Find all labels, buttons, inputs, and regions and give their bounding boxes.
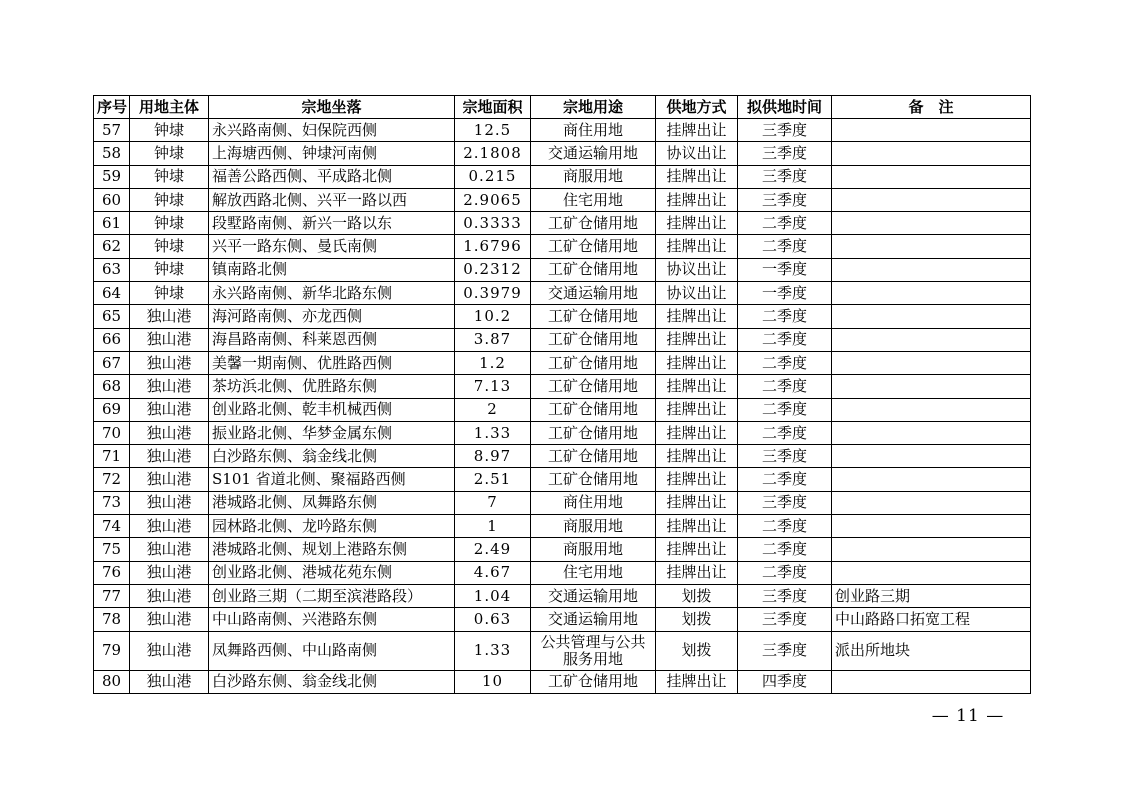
- cell-supply-time: 二季度: [738, 375, 832, 398]
- cell-remarks: 中山路路口拓宽工程: [832, 608, 1031, 631]
- cell-parcel-location: 创业路三期（二期至滨港路段）: [209, 584, 455, 607]
- cell-parcel-location: 创业路北侧、乾丰机械西侧: [209, 398, 455, 421]
- cell-remarks: [832, 398, 1031, 421]
- table-row: [94, 235, 1031, 258]
- cell-supply-method: 协议出让: [656, 258, 738, 281]
- cell-parcel-location: 白沙路东侧、翁金线北侧: [209, 670, 455, 693]
- cell-supply-method: 划拨: [656, 584, 738, 607]
- cell-land-use: 工矿仓储用地: [531, 235, 656, 258]
- table-row: [94, 165, 1031, 188]
- cell-parcel-area: 2: [455, 398, 531, 421]
- cell-supply-time: 二季度: [738, 351, 832, 374]
- cell-supply-method: 挂牌出让: [656, 235, 738, 258]
- cell-land-user: 钟埭: [130, 235, 209, 258]
- cell-supply-method: 挂牌出让: [656, 328, 738, 351]
- cell-supply-method: 挂牌出让: [656, 421, 738, 444]
- table-row: [94, 142, 1031, 165]
- cell-land-user: 独山港: [130, 608, 209, 631]
- cell-parcel-area: 1.33: [455, 421, 531, 444]
- cell-land-use: 工矿仓储用地: [531, 328, 656, 351]
- cell-supply-time: 一季度: [738, 282, 832, 305]
- cell-parcel-area: 12.5: [455, 119, 531, 142]
- cell-land-user: 独山港: [130, 375, 209, 398]
- table-row: [94, 445, 1031, 468]
- cell-parcel-location: 海昌路南侧、科莱恩西侧: [209, 328, 455, 351]
- cell-supply-method: 挂牌出让: [656, 165, 738, 188]
- table-row: [94, 561, 1031, 584]
- cell-parcel-location: 段墅路南侧、新兴一路以东: [209, 212, 455, 235]
- cell-supply-time: 四季度: [738, 670, 832, 693]
- header-parcel-location: 宗地坐落: [209, 96, 455, 119]
- cell-parcel-area: 0.3979: [455, 282, 531, 305]
- cell-supply-method: 挂牌出让: [656, 305, 738, 328]
- cell-serial-number: 78: [94, 608, 130, 631]
- cell-remarks: [832, 328, 1031, 351]
- cell-supply-method: 挂牌出让: [656, 561, 738, 584]
- cell-remarks: [832, 421, 1031, 444]
- table-row: [94, 282, 1031, 305]
- table-row: [94, 119, 1031, 142]
- cell-land-use: 工矿仓储用地: [531, 258, 656, 281]
- table-row: [94, 351, 1031, 374]
- cell-parcel-location: 白沙路东侧、翁金线北侧: [209, 445, 455, 468]
- table-row: [94, 631, 1031, 670]
- cell-supply-time: 二季度: [738, 398, 832, 421]
- header-supply-time: 拟供地时间: [738, 96, 832, 119]
- cell-supply-time: 二季度: [738, 421, 832, 444]
- cell-supply-time: 三季度: [738, 608, 832, 631]
- cell-land-use: 交通运输用地: [531, 142, 656, 165]
- cell-supply-method: 挂牌出让: [656, 212, 738, 235]
- cell-parcel-area: 2.9065: [455, 188, 531, 211]
- cell-land-user: 钟埭: [130, 282, 209, 305]
- cell-remarks: [832, 351, 1031, 374]
- cell-remarks: [832, 119, 1031, 142]
- table-row: [94, 584, 1031, 607]
- cell-land-use: 住宅用地: [531, 188, 656, 211]
- cell-remarks: [832, 445, 1031, 468]
- cell-supply-time: 二季度: [738, 212, 832, 235]
- cell-supply-time: 三季度: [738, 188, 832, 211]
- table-row: [94, 305, 1031, 328]
- cell-serial-number: 76: [94, 561, 130, 584]
- cell-supply-time: 二季度: [738, 235, 832, 258]
- cell-serial-number: 71: [94, 445, 130, 468]
- cell-remarks: [832, 491, 1031, 514]
- cell-parcel-area: 0.3333: [455, 212, 531, 235]
- cell-land-use: 商服用地: [531, 538, 656, 561]
- cell-remarks: [832, 305, 1031, 328]
- cell-remarks: [832, 258, 1031, 281]
- table-row: [94, 670, 1031, 693]
- table-row: [94, 421, 1031, 444]
- cell-land-use: 工矿仓储用地: [531, 305, 656, 328]
- cell-supply-method: 挂牌出让: [656, 468, 738, 491]
- cell-serial-number: 59: [94, 165, 130, 188]
- cell-remarks: [832, 142, 1031, 165]
- cell-remarks: [832, 538, 1031, 561]
- cell-parcel-area: 1.04: [455, 584, 531, 607]
- cell-land-user: 独山港: [130, 468, 209, 491]
- cell-supply-time: 二季度: [738, 305, 832, 328]
- cell-serial-number: 69: [94, 398, 130, 421]
- cell-serial-number: 60: [94, 188, 130, 211]
- cell-serial-number: 64: [94, 282, 130, 305]
- cell-parcel-area: 7.13: [455, 375, 531, 398]
- cell-land-user: 独山港: [130, 445, 209, 468]
- cell-parcel-area: 8.97: [455, 445, 531, 468]
- cell-remarks: [832, 515, 1031, 538]
- cell-land-use: 商住用地: [531, 119, 656, 142]
- cell-parcel-location: 兴平一路东侧、曼氏南侧: [209, 235, 455, 258]
- cell-parcel-area: 3.87: [455, 328, 531, 351]
- cell-supply-method: 协议出让: [656, 282, 738, 305]
- cell-remarks: [832, 375, 1031, 398]
- cell-parcel-area: 0.2312: [455, 258, 531, 281]
- cell-parcel-location: 港城路北侧、规划上港路东侧: [209, 538, 455, 561]
- cell-parcel-location: 园林路北侧、龙吟路东侧: [209, 515, 455, 538]
- cell-serial-number: 70: [94, 421, 130, 444]
- cell-land-use: 工矿仓储用地: [531, 421, 656, 444]
- cell-serial-number: 77: [94, 584, 130, 607]
- cell-remarks: 创业路三期: [832, 584, 1031, 607]
- header-serial-number: 序号: [94, 96, 130, 119]
- table-row: [94, 491, 1031, 514]
- cell-parcel-location: 港城路北侧、凤舞路东侧: [209, 491, 455, 514]
- cell-supply-time: 二季度: [738, 468, 832, 491]
- cell-supply-method: 挂牌出让: [656, 119, 738, 142]
- table-row: [94, 258, 1031, 281]
- cell-parcel-area: 0.63: [455, 608, 531, 631]
- cell-serial-number: 63: [94, 258, 130, 281]
- cell-parcel-location: 凤舞路西侧、中山路南侧: [209, 631, 455, 670]
- cell-land-user: 独山港: [130, 538, 209, 561]
- cell-land-use: 交通运输用地: [531, 282, 656, 305]
- cell-parcel-area: 2.51: [455, 468, 531, 491]
- cell-supply-time: 三季度: [738, 142, 832, 165]
- cell-parcel-location: 美馨一期南侧、优胜路西侧: [209, 351, 455, 374]
- cell-land-user: 独山港: [130, 305, 209, 328]
- cell-land-use: 工矿仓储用地: [531, 375, 656, 398]
- cell-supply-method: 挂牌出让: [656, 351, 738, 374]
- cell-land-use: 商服用地: [531, 515, 656, 538]
- cell-supply-method: 挂牌出让: [656, 398, 738, 421]
- cell-remarks: [832, 235, 1031, 258]
- cell-parcel-location: 振业路北侧、华梦金属东侧: [209, 421, 455, 444]
- cell-supply-method: 挂牌出让: [656, 515, 738, 538]
- cell-land-use: 商住用地: [531, 491, 656, 514]
- cell-supply-method: 挂牌出让: [656, 375, 738, 398]
- table-row: [94, 328, 1031, 351]
- cell-serial-number: 79: [94, 631, 130, 670]
- cell-remarks: [832, 165, 1031, 188]
- cell-parcel-area: 10.2: [455, 305, 531, 328]
- table-body: [94, 119, 1031, 694]
- cell-land-use: 住宅用地: [531, 561, 656, 584]
- cell-supply-method: 挂牌出让: [656, 670, 738, 693]
- table-row: [94, 188, 1031, 211]
- header-parcel-area: 宗地面积: [455, 96, 531, 119]
- cell-land-user: 钟埭: [130, 258, 209, 281]
- cell-parcel-location: 海河路南侧、亦龙西侧: [209, 305, 455, 328]
- cell-land-use: 工矿仓储用地: [531, 670, 656, 693]
- cell-supply-method: 挂牌出让: [656, 538, 738, 561]
- cell-land-use: 工矿仓储用地: [531, 212, 656, 235]
- cell-parcel-location: S101 省道北侧、聚福路西侧: [209, 468, 455, 491]
- cell-parcel-area: 7: [455, 491, 531, 514]
- cell-parcel-location: 永兴路南侧、新华北路东侧: [209, 282, 455, 305]
- header-supply-method: 供地方式: [656, 96, 738, 119]
- cell-land-user: 钟埭: [130, 212, 209, 235]
- cell-supply-time: 三季度: [738, 491, 832, 514]
- cell-land-use: 公共管理与公共服务用地: [531, 631, 656, 670]
- cell-land-use: 工矿仓储用地: [531, 468, 656, 491]
- cell-parcel-location: 创业路北侧、港城花苑东侧: [209, 561, 455, 584]
- cell-supply-time: 一季度: [738, 258, 832, 281]
- cell-land-use: 交通运输用地: [531, 584, 656, 607]
- cell-supply-time: 三季度: [738, 445, 832, 468]
- cell-supply-method: 划拨: [656, 631, 738, 670]
- cell-land-use: 交通运输用地: [531, 608, 656, 631]
- cell-serial-number: 74: [94, 515, 130, 538]
- table-row: [94, 375, 1031, 398]
- cell-parcel-location: 永兴路南侧、妇保院西侧: [209, 119, 455, 142]
- cell-parcel-area: 1: [455, 515, 531, 538]
- cell-supply-method: 挂牌出让: [656, 188, 738, 211]
- cell-remarks: [832, 282, 1031, 305]
- cell-land-user: 独山港: [130, 670, 209, 693]
- cell-serial-number: 61: [94, 212, 130, 235]
- cell-serial-number: 62: [94, 235, 130, 258]
- cell-parcel-area: 10: [455, 670, 531, 693]
- cell-parcel-area: 1.6796: [455, 235, 531, 258]
- cell-supply-time: 三季度: [738, 165, 832, 188]
- cell-serial-number: 75: [94, 538, 130, 561]
- cell-parcel-area: 4.67: [455, 561, 531, 584]
- cell-remarks: [832, 188, 1031, 211]
- header-remarks: 备 注: [832, 96, 1031, 119]
- cell-serial-number: 73: [94, 491, 130, 514]
- cell-parcel-location: 中山路南侧、兴港路东侧: [209, 608, 455, 631]
- cell-remarks: [832, 561, 1031, 584]
- cell-land-use: 工矿仓储用地: [531, 445, 656, 468]
- cell-supply-time: 三季度: [738, 119, 832, 142]
- cell-remarks: [832, 468, 1031, 491]
- land-supply-table: [93, 95, 1031, 694]
- cell-land-use: 工矿仓储用地: [531, 351, 656, 374]
- table-row: [94, 538, 1031, 561]
- cell-parcel-location: 茶坊浜北侧、优胜路东侧: [209, 375, 455, 398]
- table-row: [94, 515, 1031, 538]
- cell-land-use: 工矿仓储用地: [531, 398, 656, 421]
- cell-parcel-area: 0.215: [455, 165, 531, 188]
- cell-land-user: 独山港: [130, 328, 209, 351]
- cell-land-user: 独山港: [130, 515, 209, 538]
- cell-land-user: 独山港: [130, 584, 209, 607]
- table-row: [94, 468, 1031, 491]
- cell-remarks: 派出所地块: [832, 631, 1031, 670]
- cell-land-user: 独山港: [130, 631, 209, 670]
- cell-supply-method: 挂牌出让: [656, 445, 738, 468]
- table-row: [94, 212, 1031, 235]
- cell-parcel-area: 1.33: [455, 631, 531, 670]
- table-row: [94, 398, 1031, 421]
- cell-supply-method: 划拨: [656, 608, 738, 631]
- cell-land-user: 钟埭: [130, 119, 209, 142]
- page-number: — 11 —: [931, 706, 1005, 726]
- cell-parcel-area: 2.1808: [455, 142, 531, 165]
- cell-parcel-location: 镇南路北侧: [209, 258, 455, 281]
- cell-land-user: 独山港: [130, 421, 209, 444]
- cell-serial-number: 72: [94, 468, 130, 491]
- cell-remarks: [832, 670, 1031, 693]
- header-row: [94, 96, 1031, 119]
- cell-supply-time: 三季度: [738, 584, 832, 607]
- table-row: [94, 608, 1031, 631]
- cell-land-user: 独山港: [130, 351, 209, 374]
- cell-serial-number: 58: [94, 142, 130, 165]
- cell-land-user: 钟埭: [130, 165, 209, 188]
- cell-parcel-location: 福善公路西侧、平成路北侧: [209, 165, 455, 188]
- cell-serial-number: 65: [94, 305, 130, 328]
- cell-parcel-location: 解放西路北侧、兴平一路以西: [209, 188, 455, 211]
- cell-supply-method: 挂牌出让: [656, 491, 738, 514]
- cell-serial-number: 80: [94, 670, 130, 693]
- cell-supply-time: 二季度: [738, 515, 832, 538]
- cell-land-user: 钟埭: [130, 188, 209, 211]
- cell-land-user: 独山港: [130, 398, 209, 421]
- header-land-use: 宗地用途: [531, 96, 656, 119]
- cell-supply-time: 二季度: [738, 561, 832, 584]
- cell-parcel-area: 2.49: [455, 538, 531, 561]
- cell-parcel-location: 上海塘西侧、钟埭河南侧: [209, 142, 455, 165]
- cell-supply-time: 二季度: [738, 328, 832, 351]
- cell-serial-number: 67: [94, 351, 130, 374]
- table-header: [94, 96, 1031, 119]
- cell-serial-number: 68: [94, 375, 130, 398]
- cell-land-user: 钟埭: [130, 142, 209, 165]
- cell-land-user: 独山港: [130, 491, 209, 514]
- cell-supply-time: 三季度: [738, 631, 832, 670]
- cell-serial-number: 66: [94, 328, 130, 351]
- cell-supply-time: 二季度: [738, 538, 832, 561]
- cell-land-use: 商服用地: [531, 165, 656, 188]
- header-land-user: 用地主体: [130, 96, 209, 119]
- cell-remarks: [832, 212, 1031, 235]
- cell-supply-method: 协议出让: [656, 142, 738, 165]
- cell-land-user: 独山港: [130, 561, 209, 584]
- cell-serial-number: 57: [94, 119, 130, 142]
- cell-parcel-area: 1.2: [455, 351, 531, 374]
